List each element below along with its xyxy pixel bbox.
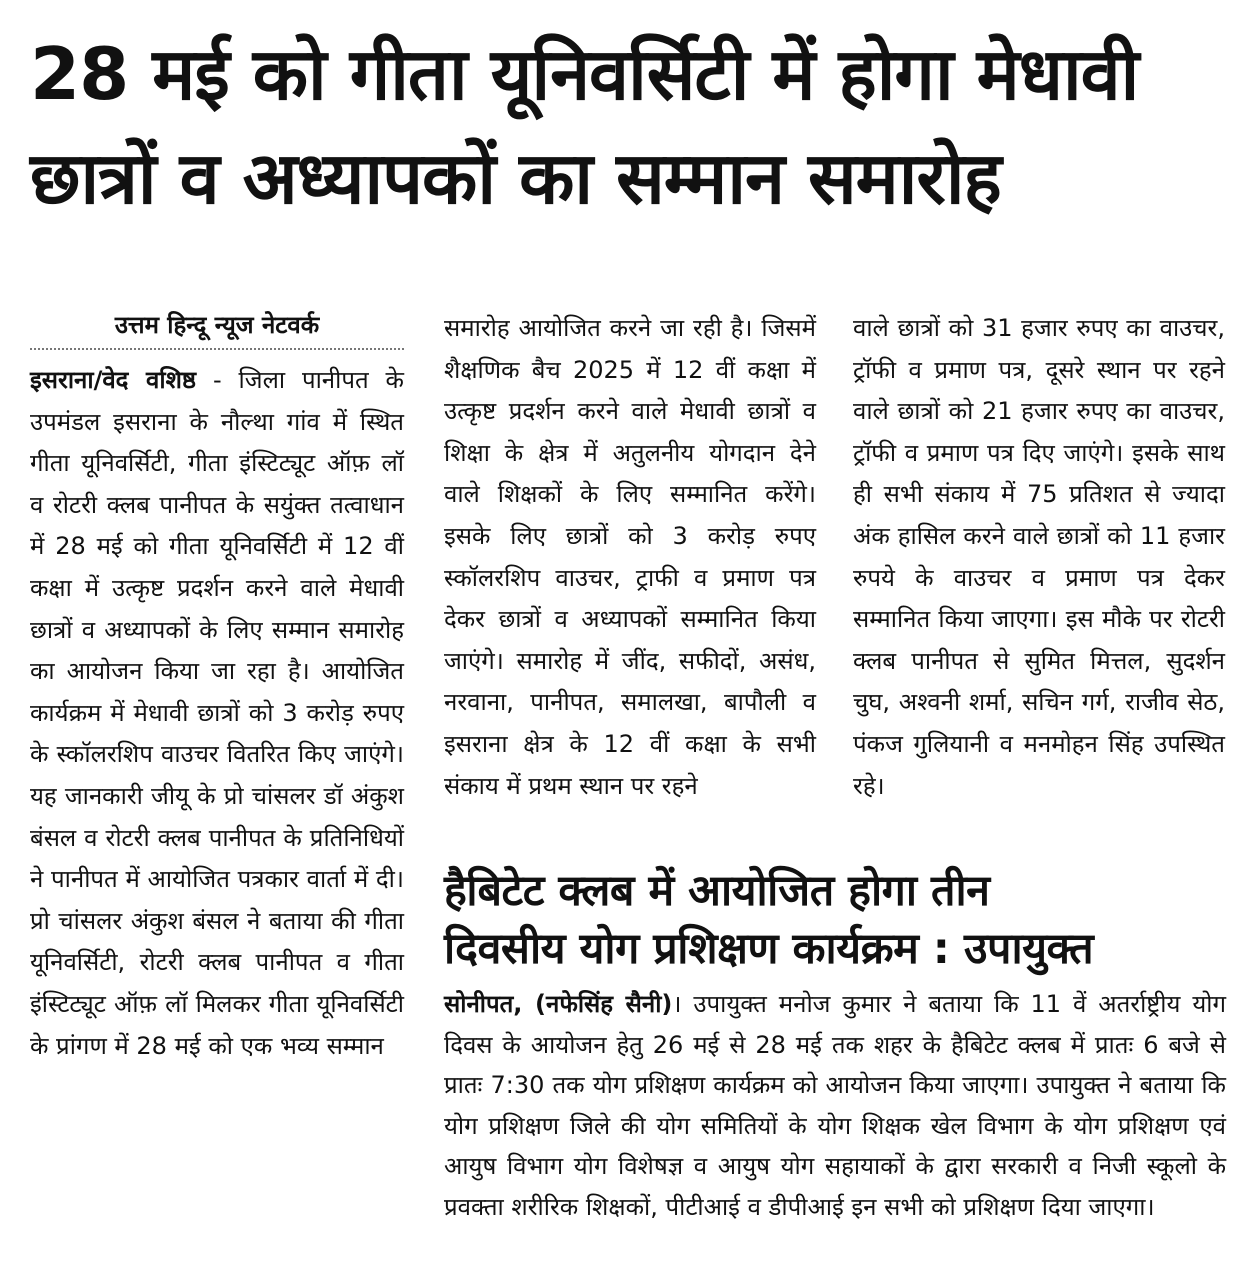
main-headline-line-1: 28 मई को गीता यूनिवर्सिटी में होगा मेधावी — [30, 32, 1139, 116]
article-column-3 — [853, 308, 1225, 807]
article-column-2 — [444, 308, 816, 807]
second-headline-line-1: हैबिटेट क्लब में आयोजित होगा तीन — [444, 866, 990, 916]
second-headline-line-2: दिवसीय योग प्रशिक्षण कार्यक्रम : उपायुक्त — [444, 924, 1094, 974]
dateline: इसराना/वेद वशिष्ठ — [30, 366, 197, 394]
column-3-body: वाले छात्रों को 31 हजार रुपए का वाउचर, ट्रॉफी व प्रमाण पत्र, दूसरे स्थान पर रहने वाले छात्रों को 21 हजार रुपए का वाउचर, ट्रॉफी व प्रमाण पत्र दिए जाएंगे। इसके साथ ही सभी संकाय में 75 प्रतिशत से ज्यादा अंक हासिल करने वाले छात्रों को 11 हजार रुपये के वाउचर व प्रमाण पत्र देकर सम्मानित किया जाएगा। इस मौके पर रोटरी क्लब पानीपत से सुमित मित्तल, सुदर्शन चुघ, अश्वनी शर्मा, सचिन गर्ग, राजीव सेठ, पंकज गुलियानी व मनमोहन सिंह उपस्थित रहे। — [853, 314, 1225, 800]
second-story-text: । उपायुक्त मनोज कुमार ने बताया कि 11 वें अतर्राष्ट्रीय योग दिवस के आयोजन हेतु 26 मई से 28 मई तक शहर के हैबिटेट क्लब में प्रातः 6 बजे से प्रातः 7:30 तक योग प्रशिक्षण कार्यक्रम को आयोजन किया जाएगा। उपायुक्त ने बताया कि योग प्रशिक्षण जिले की योग समितियों के योग शिक्षक खेल विभाग के योग प्रशिक्षण एवं आयुष विभाग योग विशेषज्ञ व आयुष योग सहायाकों के द्वारा सरकारी व निजी स्कूलो के प्रवक्ता शरीरिक शिक्षकों, पीटीआई व डीपीआई इन सभी को प्रशिक्षण दिया जाएगा। — [444, 990, 1226, 1221]
main-headline — [30, 22, 1230, 230]
second-story-dateline: सोनीपत, (नफेसिंह सैनी) — [444, 990, 673, 1018]
article-column-1 — [30, 308, 404, 1067]
byline: उत्तम हिन्दू न्यूज नेटवर्क — [30, 308, 404, 350]
article-paragraph — [30, 360, 404, 1067]
second-story-body — [444, 984, 1226, 1227]
column-2-body: समारोह आयोजित करने जा रही है। जिसमें शैक्षणिक बैच 2025 में 12 वीं कक्षा में उत्कृष्ट प्रदर्शन करने वाले मेधावी छात्रों व शिक्षा के क्षेत्र में अतुलनीय योगदान देने वाले शिक्षकों के लिए सम्मानित करेंगे। इसके लिए छात्रों को 3 करोड़ रुपए स्कॉलरशिप वाउचर, ट्राफी व प्रमाण पत्र देकर छात्रों व अध्यापकों सम्मानित किया जाएंगे। समारोह में जींद, सफीदों, असंध, नरवाना, पानीपत, समालखा, बापौली व इसराना क्षेत्र के 12 वीं कक्षा के सभी संकाय में प्रथम स्थान पर रहने — [444, 314, 816, 800]
main-headline-line-2: छात्रों व अध्यापकों का सम्मान समारोह — [30, 136, 1001, 220]
second-headline — [444, 862, 1234, 978]
column-1-body: - जिला पानीपत के उपमंडल इसराना के नौल्था गांव में स्थित गीता यूनिवर्सिटी, गीता इंस्टिट्यूट ऑफ़ लॉ व रोटरी क्लब पानीपत के सयुंक्त तत्वाधान में 28 मई को गीता यूनिवर्सिटी में 12 वीं कक्षा में उत्कृष्ट प्रदर्शन करने वाले मेधावी छात्रों व अध्यापकों के लिए सम्मान समारोह का आयोजन किया जा रहा है। आयोजित कार्यक्रम में मेधावी छात्रों को 3 करोड़ रुपए के स्कॉलरशिप वाउचर वितरित किए जाएंगे। यह जानकारी जीयू के प्रो चांसलर डॉ अंकुश बंसल व रोटरी क्लब पानीपत के प्रतिनिधियों ने पानीपत में आयोजित पत्रकार वार्ता में दी। प्रो चांसलर अंकुश बंसल ने बताया की गीता यूनिवर्सिटी, रोटरी क्लब पानीपत व गीता इंस्टिट्यूट ऑफ़ लॉ मिलकर गीता यूनिवर्सिटी के प्रांगण में 28 मई को एक भव्य सम्मान — [30, 366, 404, 1060]
